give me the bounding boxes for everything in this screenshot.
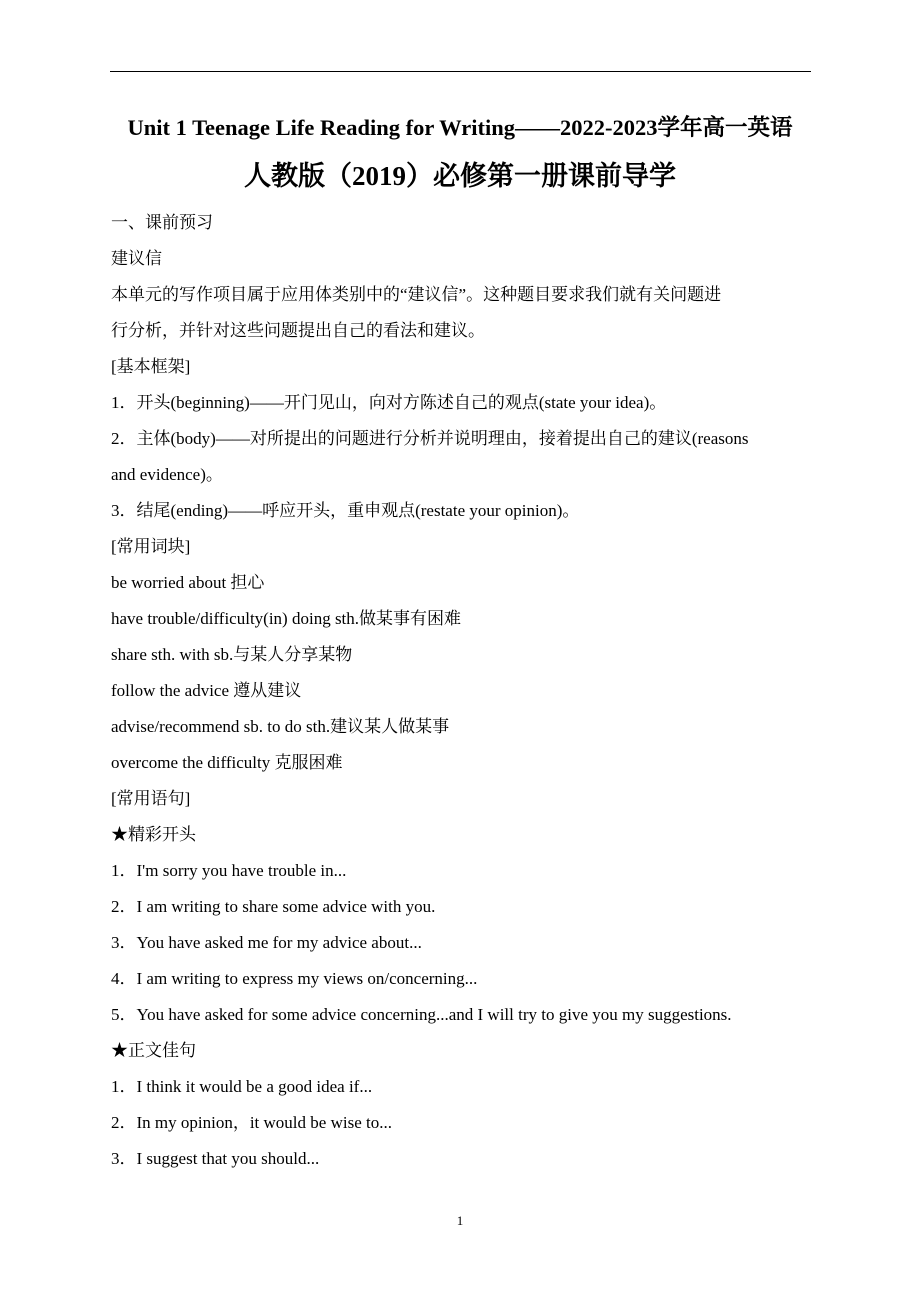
sentence-item: 4．I am writing to express my views on/concerning...	[111, 969, 478, 988]
header-rule	[110, 71, 811, 72]
document-title-line-2: 人教版（2019）必修第一册课前导学	[244, 161, 676, 191]
framework-item-continuation: and evidence)。	[111, 465, 223, 484]
phrases-heading: [常用词块]	[111, 537, 191, 556]
phrase-item: share sth. with sb.与某人分享某物	[111, 645, 353, 664]
body-sentences-subheading: ★正文佳句	[111, 1041, 196, 1060]
phrase-item: advise/recommend sb. to do sth.建议某人做某事	[111, 717, 450, 736]
page-number: 1	[456, 1213, 464, 1228]
framework-item: 1．开头(beginning)——开门见山，向对方陈述自己的观点(state your idea)。	[111, 393, 667, 412]
phrase-item: overcome the difficulty 克服困难	[111, 753, 343, 772]
sentence-item: 5．You have asked for some advice concerning...and I will try to give you my suggestions.	[111, 1005, 732, 1024]
sentence-item: 3．You have asked me for my advice about...	[111, 933, 422, 952]
phrase-item: follow the advice 遵从建议	[111, 681, 302, 700]
intro-paragraph-line: 本单元的写作项目属于应用体类别中的“建议信”。这种题目要求我们就有关问题进	[111, 285, 722, 304]
sentence-item: 1．I'm sorry you have trouble in...	[111, 861, 347, 880]
intro-paragraph-line: 行分析，并针对这些问题提出自己的看法和建议。	[111, 321, 485, 340]
sentence-item: 1．I think it would be a good idea if...	[111, 1077, 373, 1096]
sentences-heading: [常用语句]	[111, 789, 191, 808]
document-title-line-1: Unit 1 Teenage Life Reading for Writing——2022-2023学年高一英语	[127, 115, 793, 140]
phrase-item: have trouble/difficulty(in) doing sth.做某事有困难	[111, 609, 462, 628]
sentence-item: 2．I am writing to share some advice with you.	[111, 897, 436, 916]
opening-subheading: ★精彩开头	[111, 825, 196, 844]
framework-item: 3．结尾(ending)——呼应开头，重申观点(restate your opinion)。	[111, 501, 580, 520]
framework-item: 2．主体(body)——对所提出的问题进行分析并说明理由，接着提出自己的建议(reasons	[111, 429, 749, 448]
sentence-item: 2．In my opinion，it would be wise to...	[111, 1113, 392, 1132]
sentence-item: 3．I suggest that you should...	[111, 1149, 320, 1168]
topic-heading: 建议信	[111, 249, 162, 268]
section-heading: 一、课前预习	[111, 213, 213, 232]
phrase-item: be worried about 担心	[111, 573, 265, 592]
framework-heading: [基本框架]	[111, 357, 191, 376]
